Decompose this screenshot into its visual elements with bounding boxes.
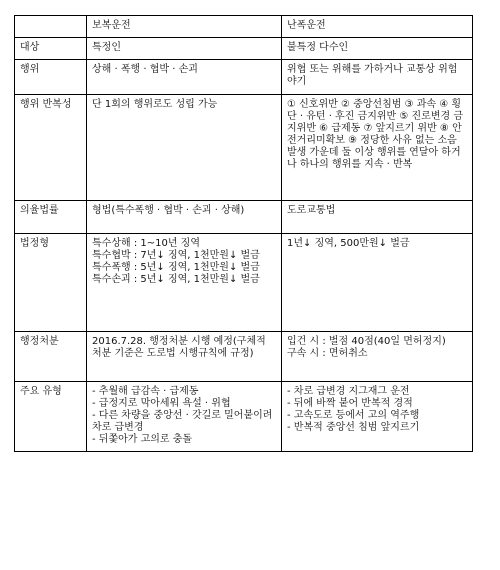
law-retaliatory-cell: 형법(특수폭행 · 협박 · 손괴 · 상해) [87, 201, 282, 234]
penalty-line: 특수협박 : 7년↓ 징역, 1천만원↓ 벌금 [92, 250, 260, 261]
list-item: - 반복적 중앙선 침범 앞지르기 [287, 422, 420, 433]
act-retaliatory-cell: 상해 · 폭행 · 협박 · 손괴 [87, 60, 282, 95]
list-item: - 다른 차량을 중앙선 · 갓길로 밀어붙이려 차로 급변경 [92, 410, 273, 433]
table-row [15, 201, 473, 234]
header-blank-cell [15, 16, 87, 38]
types-reckless-cell [282, 382, 473, 452]
admin-retaliatory-cell: 2016.7.28. 행정처분 시행 예정(구체적 처분 기준은 도로법 시행규칙에 규정) [87, 332, 282, 382]
penalty-reckless-cell: 1년↓ 징역, 500만원↓ 벌금 [282, 234, 473, 332]
table-row [15, 60, 473, 95]
admin-reckless-cell [282, 332, 473, 382]
penalty-retaliatory-cell [87, 234, 282, 332]
row-label-statutory-penalty: 법정형 [15, 234, 87, 332]
penalty-line: 특수상해 : 1~10년 징역 [92, 238, 200, 249]
penalty-line: 특수손괴 : 5년↓ 징역, 1천만원↓ 벌금 [92, 274, 260, 285]
row-label-target: 대상 [15, 38, 87, 60]
list-item: - 뒤쫓아가 고의로 충돌 [92, 434, 193, 445]
header-reckless-driving: 난폭운전 [282, 16, 473, 38]
repetition-reckless-cell: ① 신호위반 ② 중앙선침범 ③ 과속 ④ 횡단 · 유턴 · 후진 금지위반 ⑤ 진로변경 금지위반 ⑥ 급제동 ⑦ 앞지르기 위반 ⑧ 안전거리미확보 ⑨ 정당한 사유 없는 소음 발생 가운데 둘 이상 행위를 연달아 하거나 하나의 행위를 지속 · 반복 [282, 95, 473, 201]
list-item: - 고속도로 등에서 고의 역주행 [287, 410, 420, 421]
repetition-retaliatory-cell: 단 1회의 행위로도 성립 가능 [87, 95, 282, 201]
row-label-applicable-law: 의율법률 [15, 201, 87, 234]
list-item: - 추월해 급감속 · 급제동 [92, 386, 199, 397]
row-label-act: 행위 [15, 60, 87, 95]
target-reckless-cell: 불특정 다수인 [282, 38, 473, 60]
table-row [15, 332, 473, 382]
list-item: - 뒤에 바짝 붙어 반복적 경적 [287, 398, 413, 409]
act-reckless-cell: 위협 또는 위해를 가하거나 교통상 위험 야기 [282, 60, 473, 95]
row-label-administrative-action: 행정처분 [15, 332, 87, 382]
table-row [15, 234, 473, 332]
header-row [15, 16, 473, 38]
types-retaliatory-cell [87, 382, 282, 452]
penalty-line: 특수폭행 : 5년↓ 징역, 1천만원↓ 벌금 [92, 262, 260, 273]
row-label-main-types: 주요 유형 [15, 382, 87, 452]
law-reckless-cell: 도로교통법 [282, 201, 473, 234]
list-item: - 차로 급변경 지그재그 운전 [287, 386, 410, 397]
list-item: - 급정지로 막아세워 욕설 · 위협 [92, 398, 231, 409]
table-row [15, 95, 473, 201]
admin-line: 구속 시 : 면허취소 [287, 348, 368, 359]
row-label-repetition: 행위 반복성 [15, 95, 87, 201]
table-row [15, 38, 473, 60]
comparison-table [14, 15, 473, 452]
target-retaliatory-cell: 특정인 [87, 38, 282, 60]
header-retaliatory-driving: 보복운전 [87, 16, 282, 38]
admin-line: 입건 시 : 벌점 40점(40일 면허정지) [287, 336, 446, 347]
table-row [15, 382, 473, 452]
